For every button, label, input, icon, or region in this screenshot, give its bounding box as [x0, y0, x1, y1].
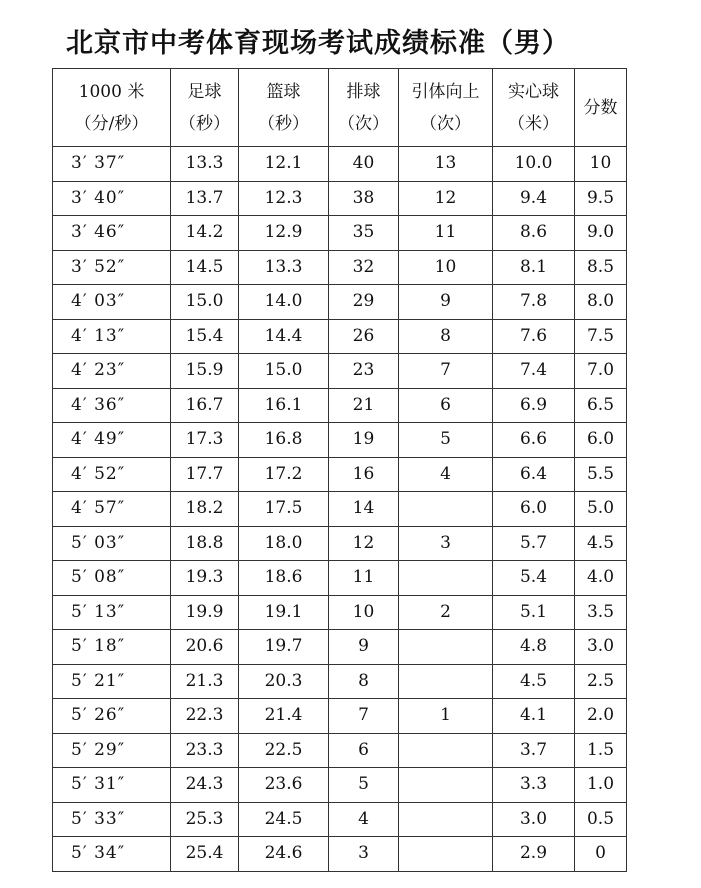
cell-volleyball: 10 — [329, 595, 399, 630]
cell-1000m: 5′ 26″ — [53, 699, 171, 734]
cell-volleyball: 40 — [329, 147, 399, 182]
cell-score: 5.5 — [575, 457, 627, 492]
table-row — [53, 181, 627, 216]
cell-volleyball: 16 — [329, 457, 399, 492]
header-football-unit: （秒） — [179, 113, 230, 134]
cell-medicine-ball: 7.4 — [493, 354, 575, 389]
cell-volleyball: 4 — [329, 802, 399, 837]
cell-medicine-ball: 8.6 — [493, 216, 575, 251]
cell-pullup: 13 — [399, 147, 493, 182]
cell-score: 2.0 — [575, 699, 627, 734]
header-basketball-unit: （秒） — [258, 113, 309, 134]
header-pullup-unit: （次） — [420, 113, 471, 134]
table-body — [53, 147, 627, 872]
cell-football: 16.7 — [171, 388, 239, 423]
table-row — [53, 423, 627, 458]
cell-1000m: 4′ 23″ — [53, 354, 171, 389]
table-row — [53, 664, 627, 699]
cell-football: 25.3 — [171, 802, 239, 837]
cell-1000m: 5′ 29″ — [53, 733, 171, 768]
header-volleyball-unit: （次） — [338, 113, 389, 134]
cell-basketball: 19.7 — [239, 630, 329, 665]
cell-score: 9.0 — [575, 216, 627, 251]
cell-volleyball: 6 — [329, 733, 399, 768]
cell-medicine-ball: 3.0 — [493, 802, 575, 837]
cell-pullup: 10 — [399, 250, 493, 285]
table-row — [53, 837, 627, 872]
cell-medicine-ball: 9.4 — [493, 181, 575, 216]
cell-basketball: 17.5 — [239, 492, 329, 527]
cell-basketball: 23.6 — [239, 768, 329, 803]
cell-1000m: 3′ 52″ — [53, 250, 171, 285]
header-football-label: 足球 — [187, 81, 222, 102]
cell-football: 15.9 — [171, 354, 239, 389]
cell-volleyball: 8 — [329, 664, 399, 699]
table-row — [53, 457, 627, 492]
table-header-row — [53, 69, 627, 147]
cell-pullup: 5 — [399, 423, 493, 458]
cell-volleyball: 21 — [329, 388, 399, 423]
cell-score: 6.5 — [575, 388, 627, 423]
cell-volleyball: 9 — [329, 630, 399, 665]
cell-volleyball: 12 — [329, 526, 399, 561]
cell-1000m: 5′ 13″ — [53, 595, 171, 630]
cell-basketball: 12.1 — [239, 147, 329, 182]
cell-score: 1.0 — [575, 768, 627, 803]
cell-1000m: 5′ 21″ — [53, 664, 171, 699]
cell-pullup — [399, 561, 493, 596]
table-row — [53, 285, 627, 320]
cell-basketball: 17.2 — [239, 457, 329, 492]
cell-football: 13.7 — [171, 181, 239, 216]
cell-football: 14.5 — [171, 250, 239, 285]
cell-pullup: 4 — [399, 457, 493, 492]
cell-football: 22.3 — [171, 699, 239, 734]
cell-1000m: 3′ 46″ — [53, 216, 171, 251]
table-row — [53, 561, 627, 596]
cell-volleyball: 5 — [329, 768, 399, 803]
cell-score: 3.0 — [575, 630, 627, 665]
cell-medicine-ball: 3.3 — [493, 768, 575, 803]
cell-medicine-ball: 7.8 — [493, 285, 575, 320]
cell-football: 20.6 — [171, 630, 239, 665]
cell-pullup — [399, 733, 493, 768]
cell-1000m: 5′ 03″ — [53, 526, 171, 561]
cell-1000m: 4′ 13″ — [53, 319, 171, 354]
cell-pullup — [399, 664, 493, 699]
cell-pullup: 6 — [399, 388, 493, 423]
cell-football: 15.4 — [171, 319, 239, 354]
table-row — [53, 595, 627, 630]
header-1000m-label: 1000 米 — [78, 81, 145, 102]
cell-pullup: 8 — [399, 319, 493, 354]
header-1000m — [53, 69, 171, 147]
table-row — [53, 319, 627, 354]
cell-medicine-ball: 7.6 — [493, 319, 575, 354]
header-1000m-unit: （分/秒） — [74, 113, 149, 134]
cell-pullup — [399, 837, 493, 872]
cell-volleyball: 26 — [329, 319, 399, 354]
table-row — [53, 768, 627, 803]
cell-pullup: 11 — [399, 216, 493, 251]
cell-medicine-ball: 5.4 — [493, 561, 575, 596]
cell-pullup: 12 — [399, 181, 493, 216]
cell-pullup — [399, 768, 493, 803]
table-row — [53, 526, 627, 561]
cell-basketball: 18.6 — [239, 561, 329, 596]
cell-score: 6.0 — [575, 423, 627, 458]
cell-1000m: 3′ 40″ — [53, 181, 171, 216]
cell-volleyball: 35 — [329, 216, 399, 251]
cell-basketball: 14.0 — [239, 285, 329, 320]
cell-football: 19.9 — [171, 595, 239, 630]
score-standard-table — [52, 68, 627, 872]
header-basketball — [239, 69, 329, 147]
cell-1000m: 4′ 03″ — [53, 285, 171, 320]
table-row — [53, 216, 627, 251]
header-volleyball — [329, 69, 399, 147]
table-row — [53, 147, 627, 182]
cell-basketball: 12.3 — [239, 181, 329, 216]
cell-pullup — [399, 802, 493, 837]
header-pullup-label: 引体向上 — [411, 81, 480, 102]
cell-basketball: 16.8 — [239, 423, 329, 458]
cell-medicine-ball: 4.5 — [493, 664, 575, 699]
cell-score: 4.0 — [575, 561, 627, 596]
cell-score: 8.5 — [575, 250, 627, 285]
cell-volleyball: 38 — [329, 181, 399, 216]
cell-1000m: 5′ 18″ — [53, 630, 171, 665]
cell-score: 5.0 — [575, 492, 627, 527]
cell-basketball: 16.1 — [239, 388, 329, 423]
page-title: 北京市中考体育现场考试成绩标准（男） — [66, 28, 570, 59]
cell-football: 21.3 — [171, 664, 239, 699]
cell-score: 10 — [575, 147, 627, 182]
cell-medicine-ball: 3.7 — [493, 733, 575, 768]
table-row — [53, 802, 627, 837]
cell-basketball: 20.3 — [239, 664, 329, 699]
cell-football: 18.2 — [171, 492, 239, 527]
table-row — [53, 492, 627, 527]
cell-1000m: 4′ 57″ — [53, 492, 171, 527]
cell-score: 0 — [575, 837, 627, 872]
cell-volleyball: 23 — [329, 354, 399, 389]
cell-pullup: 1 — [399, 699, 493, 734]
cell-volleyball: 19 — [329, 423, 399, 458]
cell-score: 7.0 — [575, 354, 627, 389]
cell-basketball: 21.4 — [239, 699, 329, 734]
cell-basketball: 24.5 — [239, 802, 329, 837]
cell-football: 24.3 — [171, 768, 239, 803]
cell-basketball: 18.0 — [239, 526, 329, 561]
cell-volleyball: 29 — [329, 285, 399, 320]
cell-basketball: 24.6 — [239, 837, 329, 872]
table-row — [53, 250, 627, 285]
cell-score: 7.5 — [575, 319, 627, 354]
cell-score: 0.5 — [575, 802, 627, 837]
cell-medicine-ball: 8.1 — [493, 250, 575, 285]
cell-football: 18.8 — [171, 526, 239, 561]
cell-pullup: 7 — [399, 354, 493, 389]
table-row — [53, 699, 627, 734]
cell-volleyball: 32 — [329, 250, 399, 285]
cell-pullup — [399, 630, 493, 665]
cell-pullup: 3 — [399, 526, 493, 561]
cell-score: 4.5 — [575, 526, 627, 561]
table-row — [53, 354, 627, 389]
cell-medicine-ball: 5.7 — [493, 526, 575, 561]
cell-football: 17.3 — [171, 423, 239, 458]
cell-volleyball: 3 — [329, 837, 399, 872]
cell-medicine-ball: 10.0 — [493, 147, 575, 182]
cell-1000m: 5′ 33″ — [53, 802, 171, 837]
header-medicine-ball — [493, 69, 575, 147]
cell-medicine-ball: 6.9 — [493, 388, 575, 423]
cell-basketball: 14.4 — [239, 319, 329, 354]
cell-1000m: 5′ 34″ — [53, 837, 171, 872]
cell-1000m: 3′ 37″ — [53, 147, 171, 182]
header-basketball-label: 篮球 — [266, 81, 301, 102]
cell-football: 14.2 — [171, 216, 239, 251]
cell-1000m: 4′ 52″ — [53, 457, 171, 492]
cell-1000m: 4′ 49″ — [53, 423, 171, 458]
header-football — [171, 69, 239, 147]
header-medicine-ball-unit: （米） — [508, 113, 559, 134]
table-row — [53, 388, 627, 423]
cell-medicine-ball: 4.1 — [493, 699, 575, 734]
cell-basketball: 19.1 — [239, 595, 329, 630]
cell-football: 19.3 — [171, 561, 239, 596]
cell-football: 17.7 — [171, 457, 239, 492]
cell-medicine-ball: 2.9 — [493, 837, 575, 872]
cell-score: 2.5 — [575, 664, 627, 699]
cell-score: 8.0 — [575, 285, 627, 320]
cell-1000m: 5′ 31″ — [53, 768, 171, 803]
header-volleyball-label: 排球 — [346, 81, 381, 102]
table-row — [53, 733, 627, 768]
header-medicine-ball-label: 实心球 — [508, 81, 559, 102]
cell-basketball: 12.9 — [239, 216, 329, 251]
cell-score: 1.5 — [575, 733, 627, 768]
cell-football: 23.3 — [171, 733, 239, 768]
cell-football: 13.3 — [171, 147, 239, 182]
header-score: 分数 — [575, 69, 627, 147]
cell-score: 9.5 — [575, 181, 627, 216]
cell-medicine-ball: 5.1 — [493, 595, 575, 630]
cell-1000m: 5′ 08″ — [53, 561, 171, 596]
cell-football: 25.4 — [171, 837, 239, 872]
cell-basketball: 15.0 — [239, 354, 329, 389]
table-row — [53, 630, 627, 665]
header-pullup — [399, 69, 493, 147]
cell-volleyball: 14 — [329, 492, 399, 527]
cell-volleyball: 7 — [329, 699, 399, 734]
cell-basketball: 22.5 — [239, 733, 329, 768]
cell-volleyball: 11 — [329, 561, 399, 596]
cell-pullup: 9 — [399, 285, 493, 320]
cell-football: 15.0 — [171, 285, 239, 320]
cell-basketball: 13.3 — [239, 250, 329, 285]
cell-score: 3.5 — [575, 595, 627, 630]
cell-medicine-ball: 4.8 — [493, 630, 575, 665]
cell-pullup — [399, 492, 493, 527]
cell-medicine-ball: 6.0 — [493, 492, 575, 527]
cell-pullup: 2 — [399, 595, 493, 630]
cell-medicine-ball: 6.4 — [493, 457, 575, 492]
cell-1000m: 4′ 36″ — [53, 388, 171, 423]
cell-medicine-ball: 6.6 — [493, 423, 575, 458]
